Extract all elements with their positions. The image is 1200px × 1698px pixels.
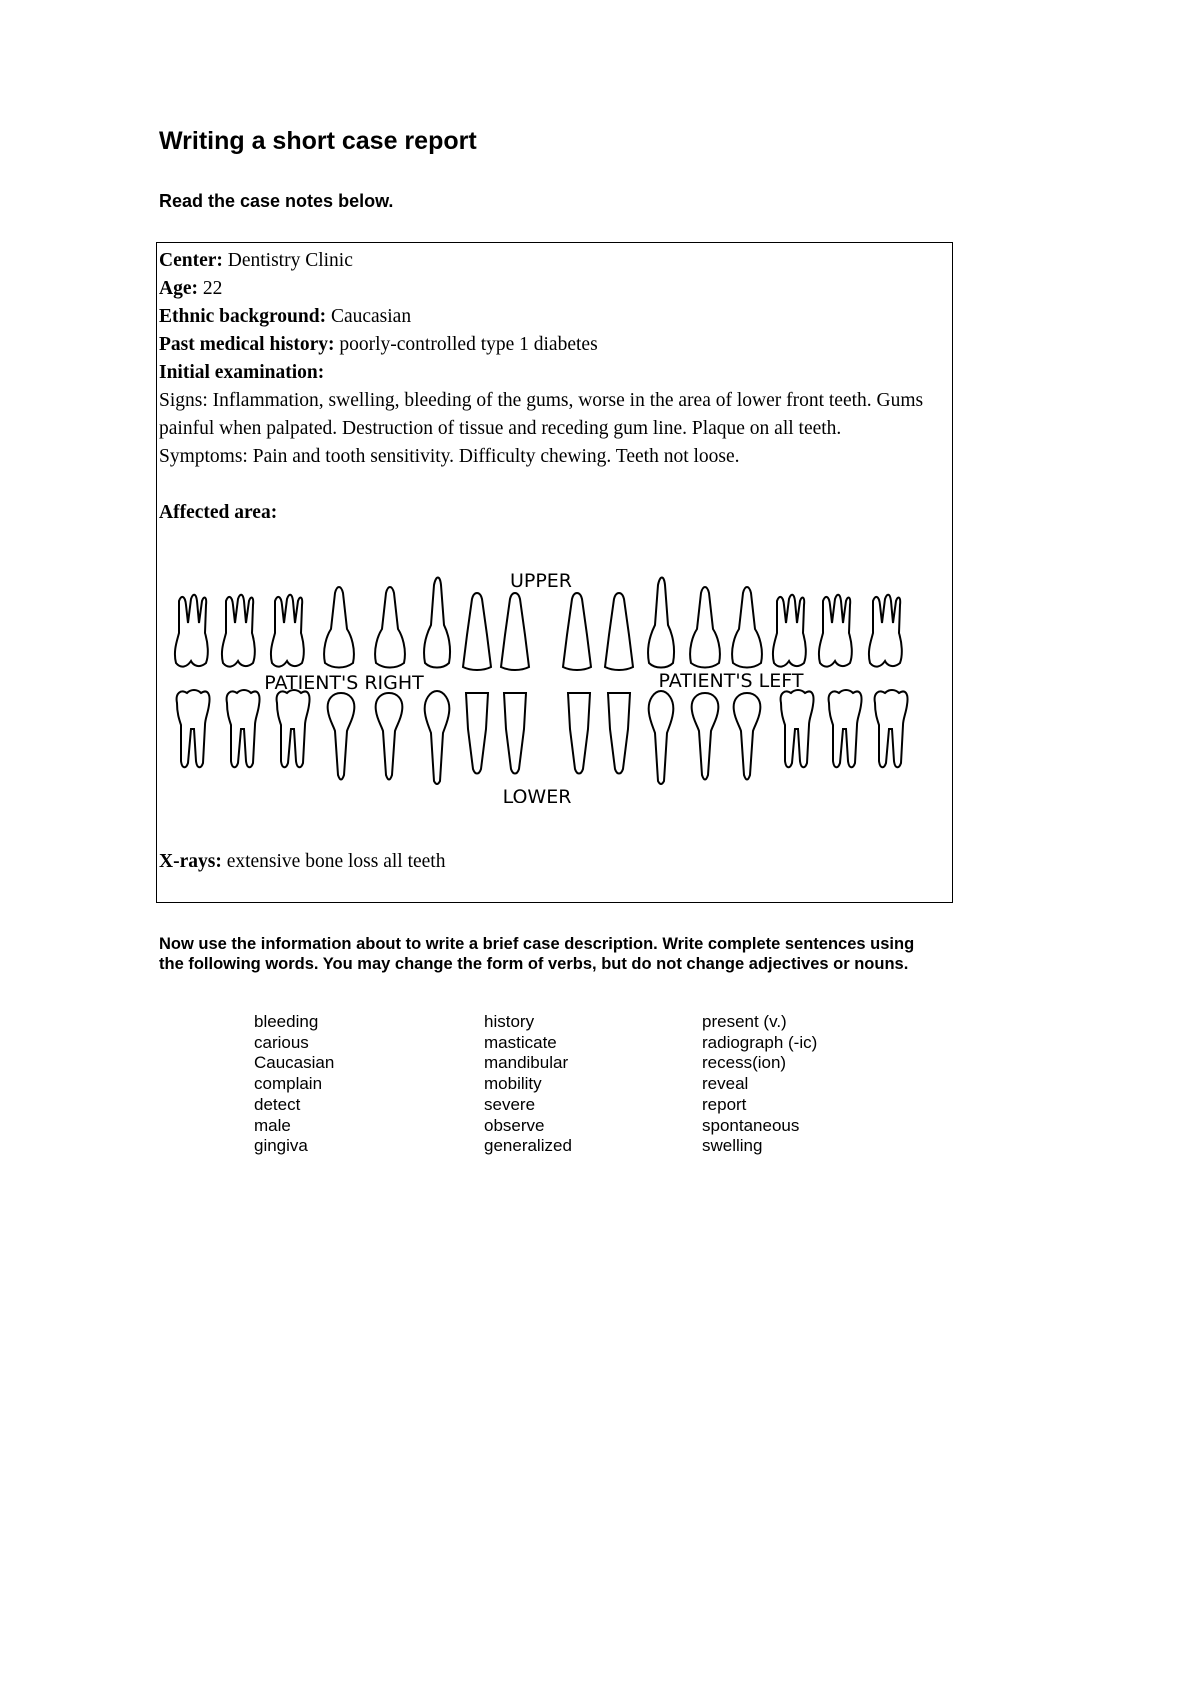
instruction-text: Read the case notes below. xyxy=(159,191,394,211)
upper-tooth-icon xyxy=(375,587,405,668)
upper-tooth-icon xyxy=(324,587,354,668)
upper-tooth-icon xyxy=(222,595,255,667)
lower-tooth-icon xyxy=(376,693,403,780)
lower-tooth-icon xyxy=(781,690,814,767)
ethnic-label: Ethnic background: xyxy=(159,306,327,327)
upper-tooth-icon xyxy=(563,593,591,670)
tooth-chart xyxy=(169,563,949,803)
patient-right-label: PATIENT'S RIGHT xyxy=(264,672,424,694)
word-item: Caucasian xyxy=(254,1053,335,1073)
case-notes xyxy=(159,247,949,527)
word-item: detect xyxy=(254,1094,301,1114)
word-item: swelling xyxy=(702,1136,763,1156)
affected-area-label: Affected area: xyxy=(159,502,278,523)
word-item: radiograph (-ic) xyxy=(702,1032,818,1052)
word-list-column-3 xyxy=(702,1012,817,1157)
symptoms-text: Symptoms: Pain and tooth sensitivity. Difficulty chewing. Teeth not loose. xyxy=(159,446,740,467)
word-item: present (v.) xyxy=(702,1012,787,1031)
age-label: Age: xyxy=(159,278,198,299)
word-item: mobility xyxy=(484,1074,542,1094)
lower-tooth-icon xyxy=(875,690,908,767)
upper-tooth-icon xyxy=(463,593,491,670)
word-item: report xyxy=(702,1094,747,1114)
lower-tooth-icon xyxy=(692,693,719,780)
upper-tooth-icon xyxy=(819,595,852,667)
xray-value: extensive bone loss all teeth xyxy=(226,851,446,872)
word-item: mandibular xyxy=(484,1053,569,1073)
case-notes-box xyxy=(156,242,953,903)
lower-tooth-icon xyxy=(425,691,450,784)
center-value: Dentistry Clinic xyxy=(227,250,353,271)
age-value: 22 xyxy=(202,278,223,299)
word-item: gingiva xyxy=(254,1136,308,1156)
lower-tooth-icon xyxy=(829,690,862,767)
upper-tooth-icon xyxy=(648,578,674,668)
upper-tooth-icon xyxy=(501,593,529,670)
upper-tooth-icon xyxy=(690,587,720,668)
lower-tooth-icon xyxy=(608,693,630,774)
center-row xyxy=(159,247,949,275)
lower-tooth-icon xyxy=(734,693,761,780)
pmh-label: Past medical history: xyxy=(159,334,335,355)
lower-tooth-icon xyxy=(649,691,674,784)
upper-tooth-icon xyxy=(271,595,304,667)
patient-left-label: PATIENT'S LEFT xyxy=(658,670,804,692)
word-item: recess(ion) xyxy=(702,1053,787,1073)
upper-tooth-icon xyxy=(773,595,806,667)
lower-tooth-icon xyxy=(504,693,526,774)
xray-row xyxy=(159,848,445,876)
lower-tooth-icon xyxy=(227,690,260,767)
lower-tooth-icon xyxy=(466,693,488,774)
ethnic-value: Caucasian xyxy=(330,306,412,327)
word-item: reveal xyxy=(702,1074,749,1094)
lower-tooth-icon xyxy=(568,693,590,774)
pmh-row xyxy=(159,331,949,359)
word-list-column-2 xyxy=(484,1012,572,1157)
lower-label: LOWER xyxy=(502,786,572,803)
upper-tooth-icon xyxy=(869,595,902,667)
lower-tooth-icon xyxy=(328,693,355,780)
pmh-value: poorly-controlled type 1 diabetes xyxy=(339,334,598,355)
word-item: male xyxy=(254,1115,291,1135)
ethnic-row xyxy=(159,303,949,331)
upper-tooth-icon xyxy=(732,587,762,668)
word-item: generalized xyxy=(484,1136,572,1156)
upper-label: UPPER xyxy=(509,570,573,592)
word-item: observe xyxy=(484,1115,545,1135)
lower-teeth xyxy=(177,690,908,784)
word-list-column-1 xyxy=(254,1012,334,1157)
word-item: severe xyxy=(484,1094,536,1114)
xray-label: X-rays: xyxy=(159,851,222,872)
word-item: bleeding xyxy=(254,1012,319,1031)
word-item: history xyxy=(484,1012,535,1031)
exam-label: Initial examination: xyxy=(159,362,325,383)
age-row xyxy=(159,275,949,303)
task-instructions: Now use the information about to write a brief case description. Write complete sentences using the following words. You may change the form of verbs, but do not change adjectives or nouns. xyxy=(159,935,915,973)
upper-tooth-icon xyxy=(605,593,633,670)
lower-tooth-icon xyxy=(277,690,310,767)
word-item: complain xyxy=(254,1074,323,1094)
word-item: spontaneous xyxy=(702,1115,800,1135)
upper-tooth-icon xyxy=(175,595,208,667)
word-item: masticate xyxy=(484,1032,557,1052)
signs-text: Signs: Inflammation, swelling, bleeding of the gums, worse in the area of lower front teeth. Gums painful when palpated. Destruction of tissue and receding gum line. Plaque on all teeth. xyxy=(159,390,924,439)
page-title: Writing a short case report xyxy=(159,127,477,155)
center-label: Center: xyxy=(159,250,223,271)
lower-tooth-icon xyxy=(177,690,210,767)
word-item: carious xyxy=(254,1032,309,1052)
upper-tooth-icon xyxy=(424,578,450,668)
